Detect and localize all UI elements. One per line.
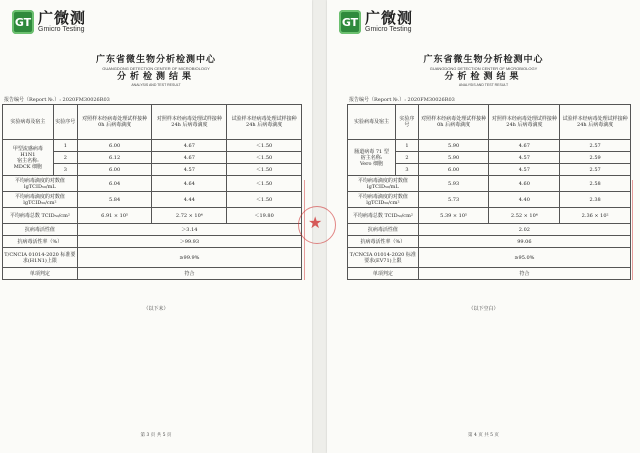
sample-name-line: 甲型流感病毒 [12,145,43,152]
value-cell: 2.59 [560,152,631,164]
seq-cell: 2 [53,152,77,164]
table-row [348,268,631,280]
end-of-table-mark: （以下未） [143,306,169,312]
center-title: 广东省微生物分析检测中心 [423,55,544,65]
center-title-en: GUANGDONG DETECTION CENTER OF MICROBIOLOGY [102,66,210,71]
col-header-control-24h: 对照样本经病毒处理试样接种 24h 后病毒滴度 [152,105,227,140]
value-cell: ＜19.80 [227,208,302,224]
table-row [3,224,302,236]
value-cell: 5.93 [418,176,489,192]
brand-name-cn: 广微测 [38,9,87,27]
result-title-en: ANALYSIS AND TEST RESULT [458,83,509,87]
value-cell: 2.72 × 10⁴ [152,208,227,224]
value-cell: 4.67 [152,152,227,164]
value-cell: 5.90 [418,140,489,152]
sample-name-cell [3,140,54,176]
seq-cell: 3 [53,164,77,176]
value-cell: ＜1.50 [227,152,302,164]
table-header-row [348,105,631,140]
table-row [3,208,302,224]
official-seal-stamp [298,206,336,244]
value-cell: 4.57 [489,152,560,164]
sample-name-line: 肠道病毒 71 型 [354,148,389,155]
table-row [3,268,302,280]
seam-stamp [632,180,640,280]
sample-name-line: Vero 细胞 [360,160,384,167]
sample-name-line: H1N1 [20,151,36,158]
avg-titer-label: 平均病毒总数 TCID₅₀/cm² [3,208,78,224]
standard-value: ≥99.9% [77,248,301,268]
result-title-en: ANALYSIS AND TEST RESULT [131,83,181,87]
value-cell: 6.00 [77,140,152,152]
seq-cell: 3 [396,164,419,176]
value-cell: 6.91 × 10⁵ [77,208,152,224]
col-header-seq: 实验序号 [396,105,419,140]
report-title-block [0,54,312,88]
center-title-en: GUANGDONG DETECTION CENTER OF MICROBIOLOGY [429,66,538,71]
value-cell: ＜1.50 [227,164,302,176]
value-cell: 4.67 [489,140,560,152]
table-row [348,248,631,268]
col-header-sample: 实验病毒及宿主 [348,105,396,140]
value-cell: 4.57 [152,164,227,176]
value-cell: 2.57 [560,164,631,176]
standard-label: T/CNCIA 01014-2020 标准要求(EV71)上限 [348,248,419,268]
antiviral-activity-label: 抗病毒活性值 [3,224,78,236]
seq-cell: 1 [53,140,77,152]
report-title-block [327,54,640,88]
value-cell: ＜1.50 [227,140,302,152]
table-row [3,176,302,192]
end-of-table-mark: （以下空白） [468,306,499,312]
brand-logo-mark: GT [339,10,361,34]
report-number: 报告编号（Report №.）: 2020FM30026R03 [4,97,110,103]
value-cell: 6.04 [77,176,152,192]
col-header-test-24h: 试验样本经病毒处理试样接种 24h 后病毒滴度 [560,105,631,140]
table-row [348,236,631,248]
value-cell: 6.00 [418,164,489,176]
avg-log-area-label: 平均病毒滴度的对数值 lgTCID₅₀/cm² [3,192,78,208]
value-cell: 4.40 [489,192,560,208]
table-row [3,248,302,268]
table-row [3,236,302,248]
brand-logo [339,10,413,34]
value-cell: 4.60 [489,176,560,192]
table-row [3,192,302,208]
value-cell: 5.39 × 10⁵ [418,208,489,224]
avg-log-label: 平均病毒滴度的对数值 lgTCID₅₀/mL [3,176,78,192]
results-table [2,104,302,280]
value-cell: 2.52 × 10⁴ [489,208,560,224]
report-page-left [0,0,312,453]
table-row [348,176,631,192]
brand-name-en: Gmicro Testing [365,26,412,33]
seq-cell: 2 [396,152,419,164]
value-cell: 4.67 [152,140,227,152]
judgment-value: 符合 [418,268,630,280]
brand-name-cn: 广微测 [365,9,414,27]
table-row [348,224,631,236]
table-row [348,192,631,208]
table-row [348,208,631,224]
value-cell: 6.00 [77,164,152,176]
report-page-right [327,0,640,453]
judgment-value: 符合 [77,268,301,280]
antiviral-rate-label: 抗病毒活性率（%） [348,236,419,248]
avg-titer-label: 平均病毒总数 TCID₅₀/cm² [348,208,419,224]
value-cell: 5.90 [418,152,489,164]
avg-log-label: 平均病毒滴度的对数值 lgTCID₅₀/mL [348,176,419,192]
value-cell: 5.73 [418,192,489,208]
col-header-control-24h: 对照样本经病毒处理试样接种 24h 后病毒滴度 [489,105,560,140]
table-header-row [3,105,302,140]
col-header-test-24h: 试验样本经病毒处理试样接种 24h 后病毒滴度 [227,105,302,140]
value-cell: 4.44 [152,192,227,208]
brand-logo-mark: GT [12,10,34,34]
brand-name-en: Gmicro Testing [38,26,85,33]
antiviral-activity-value: ＞3.14 [77,224,301,236]
sample-name-cell [348,140,396,176]
star-icon: ★ [308,213,323,232]
sample-name-line: 宿主名称: [17,157,39,164]
standard-value: ≥95.0% [418,248,630,268]
antiviral-rate-value: ＞99.93 [77,236,301,248]
page-footer: 第 4 页 共 5 页 [468,433,499,438]
brand-logo [12,10,86,34]
judgment-label: 单项判定 [348,268,419,280]
antiviral-rate-value: 99.06 [418,236,630,248]
col-header-control-0h: 对照样本经病毒处理试样接种 0h 后病毒滴度 [77,105,152,140]
antiviral-rate-label: 抗病毒活性率（%） [3,236,78,248]
standard-label: T/CNCIA 01014-2020 标准要求(H1N1)上限 [3,248,78,268]
results-table [347,104,631,280]
result-title: 分析检测结果 [444,72,523,82]
antiviral-activity-value: 2.02 [418,224,630,236]
value-cell: 2.36 × 10² [560,208,631,224]
result-title: 分析检测结果 [116,72,195,82]
value-cell: 4.64 [152,176,227,192]
col-header-control-0h: 对照样本经病毒处理试样接种 0h 后病毒滴度 [418,105,489,140]
avg-log-area-label: 平均病毒滴度的对数值 lgTCID₅₀/cm² [348,192,419,208]
col-header-seq: 实验序号 [53,105,77,140]
value-cell: 2.38 [560,192,631,208]
col-header-sample: 实验病毒及宿主 [3,105,54,140]
center-title: 广东省微生物分析检测中心 [95,55,216,65]
table-row [3,140,302,152]
value-cell: 5.84 [77,192,152,208]
antiviral-activity-label: 抗病毒活性值 [348,224,419,236]
value-cell: 4.57 [489,164,560,176]
judgment-label: 单项判定 [3,268,78,280]
value-cell: ＜1.50 [227,176,302,192]
value-cell: 6.12 [77,152,152,164]
table-row [348,140,631,152]
value-cell: ＜1.50 [227,192,302,208]
seq-cell: 1 [396,140,419,152]
page-footer: 第 3 页 共 5 页 [140,433,172,438]
sample-name-line: MDCK 细胞 [13,163,43,170]
report-number: 报告编号（Report №.）: 2020FM30026R03 [349,97,455,103]
value-cell: 2.58 [560,176,631,192]
value-cell: 2.57 [560,140,631,152]
sample-name-line: 宿主名称: [360,154,383,161]
